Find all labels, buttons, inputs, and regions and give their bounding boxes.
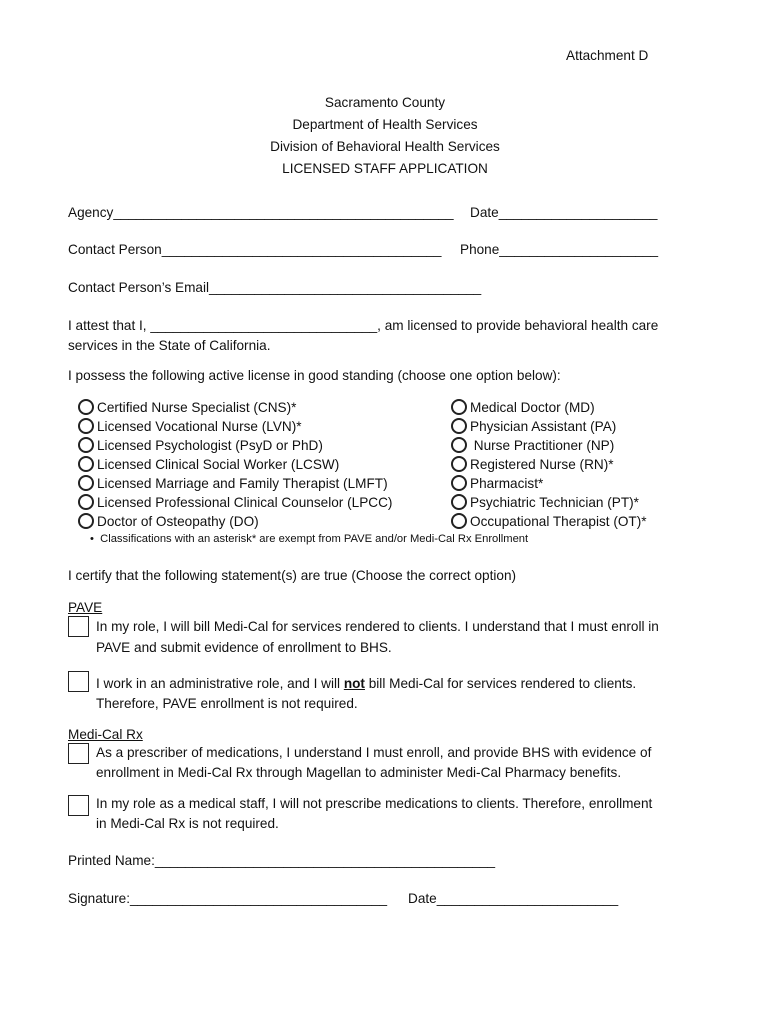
radio-icon[interactable] <box>78 513 94 529</box>
radio-icon[interactable] <box>78 399 94 415</box>
pave-option-2-line-1: I work in an administrative role, and I will not bill Medi-Cal for services rendered to clients. <box>96 676 637 691</box>
radio-icon[interactable] <box>78 418 94 434</box>
email-field[interactable]: Contact Person’s Email____________________________________ <box>68 280 482 295</box>
license-option-lcsw[interactable]: Licensed Clinical Social Worker (LCSW) <box>78 456 339 472</box>
pave-bill-checkbox[interactable] <box>68 616 89 637</box>
contact-person-field[interactable]: Contact Person_____________________________________ <box>68 242 442 257</box>
license-option-lvn[interactable]: Licensed Vocational Nurse (LVN)* <box>78 418 302 434</box>
license-option-psyd[interactable]: Licensed Psychologist (PsyD or PhD) <box>78 437 323 453</box>
rx-non-prescriber-checkbox[interactable] <box>68 795 89 816</box>
license-option-rn[interactable]: Registered Nurse (RN)* <box>451 456 614 472</box>
agency-date-field[interactable]: Date_____________________ <box>470 205 658 220</box>
header-department: Department of Health Services <box>292 117 478 132</box>
pave-option-2-line-2: Therefore, PAVE enrollment is not required. <box>96 696 358 711</box>
radio-icon[interactable] <box>451 456 467 472</box>
header-division: Division of Behavioral Health Services <box>270 139 500 154</box>
rx-option-2-line-2: in Medi-Cal Rx is not required. <box>96 816 279 831</box>
rx-option-1-line-2: enrollment in Medi-Cal Rx through Magellan to administer Medi-Cal Pharmacy benefits. <box>96 765 622 780</box>
phone-field[interactable]: Phone_____________________ <box>460 242 659 257</box>
license-option-ot[interactable]: Occupational Therapist (OT)* <box>451 513 647 529</box>
pave-heading: PAVE <box>68 600 103 615</box>
exempt-note: • Classifications with an asterisk* are exempt from PAVE and/or Medi-Cal Rx Enrollment <box>90 533 529 545</box>
radio-icon[interactable] <box>78 475 94 491</box>
radio-icon[interactable] <box>451 475 467 491</box>
radio-icon[interactable] <box>451 494 467 510</box>
license-intro: I possess the following active license in good standing (choose one option below): <box>68 368 561 383</box>
radio-icon[interactable] <box>451 418 467 434</box>
license-option-do[interactable]: Doctor of Osteopathy (DO) <box>78 513 259 529</box>
rx-option-2-line-1: In my role as a medical staff, I will not prescribe medications to clients. Therefore, enrollment <box>96 796 653 811</box>
license-option-pa[interactable]: Physician Assistant (PA) <box>451 418 616 434</box>
signature-field[interactable]: Signature:__________________________________ <box>68 891 388 906</box>
agency-field[interactable]: Agency_____________________________________________ <box>68 205 454 220</box>
license-option-pharmacist[interactable]: Pharmacist* <box>451 475 543 491</box>
page-title: LICENSED STAFF APPLICATION <box>282 161 488 176</box>
license-option-lpcc[interactable]: Licensed Professional Clinical Counselor (LPCC) <box>78 494 392 510</box>
medi-cal-rx-heading: Medi-Cal Rx <box>68 727 143 742</box>
license-option-np[interactable]: Nurse Practitioner (NP) <box>451 437 614 453</box>
attest-line-1: I attest that I, ______________________________, am licensed to provide behavioral health care <box>68 318 659 333</box>
pave-admin-checkbox[interactable] <box>68 671 89 692</box>
printed-name-field[interactable]: Printed Name:_____________________________________________ <box>68 853 496 868</box>
radio-icon[interactable] <box>451 399 467 415</box>
radio-icon[interactable] <box>78 494 94 510</box>
pave-option-1-line-2: PAVE and submit evidence of enrollment to BHS. <box>96 640 392 655</box>
license-option-cns[interactable]: Certified Nurse Specialist (CNS)* <box>78 399 296 415</box>
radio-icon[interactable] <box>451 513 467 529</box>
radio-icon[interactable] <box>451 437 467 453</box>
signature-date-field[interactable]: Date________________________ <box>408 891 619 906</box>
license-option-md[interactable]: Medical Doctor (MD) <box>451 399 595 415</box>
license-option-lmft[interactable]: Licensed Marriage and Family Therapist (LMFT) <box>78 475 388 491</box>
attest-line-2: services in the State of California. <box>68 338 271 353</box>
bullet-icon: • <box>90 533 101 545</box>
certify-intro: I certify that the following statement(s) are true (Choose the correct option) <box>68 568 517 583</box>
radio-icon[interactable] <box>78 456 94 472</box>
radio-icon[interactable] <box>78 437 94 453</box>
attachment-label: Attachment D <box>566 48 649 63</box>
license-option-pt[interactable]: Psychiatric Technician (PT)* <box>451 494 639 510</box>
header-county: Sacramento County <box>324 95 446 110</box>
pave-option-1-line-1: In my role, I will bill Medi-Cal for services rendered to clients. I understand that I must enroll in <box>96 619 659 634</box>
rx-prescriber-checkbox[interactable] <box>68 743 89 764</box>
rx-option-1-line-1: As a prescriber of medications, I understand I must enroll, and provide BHS with evidence of <box>96 745 652 760</box>
